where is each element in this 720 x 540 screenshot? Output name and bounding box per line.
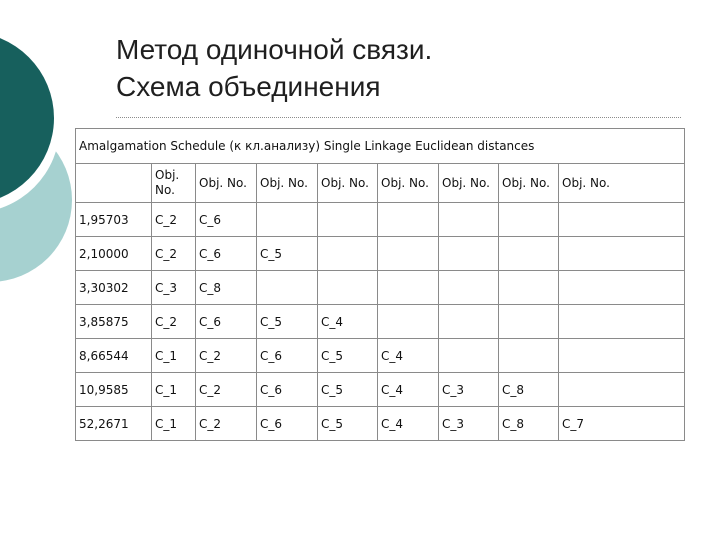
object-cell	[559, 373, 685, 407]
object-cell	[559, 271, 685, 305]
object-cell	[439, 271, 499, 305]
object-cell	[439, 305, 499, 339]
object-cell	[499, 203, 559, 237]
object-cell: C_6	[257, 339, 318, 373]
header-cell: Obj. No.	[196, 164, 257, 203]
table-row	[76, 305, 685, 339]
object-cell	[257, 271, 318, 305]
distance-cell: 1,95703	[76, 203, 152, 237]
title-divider	[116, 117, 681, 118]
object-cell: C_6	[257, 373, 318, 407]
object-cell	[378, 203, 439, 237]
object-cell: C_6	[196, 305, 257, 339]
table-row	[76, 203, 685, 237]
slide-title-line-1: Метод одиночной связи.	[116, 34, 433, 65]
object-cell: C_6	[196, 203, 257, 237]
object-cell	[378, 271, 439, 305]
table-row	[76, 271, 685, 305]
object-cell: C_3	[439, 373, 499, 407]
object-cell: C_8	[499, 407, 559, 441]
object-cell: C_1	[152, 373, 196, 407]
object-cell: C_5	[257, 237, 318, 271]
header-cell: Obj. No.	[499, 164, 559, 203]
object-cell: C_4	[378, 339, 439, 373]
object-cell	[439, 203, 499, 237]
table-row	[76, 339, 685, 373]
object-cell: C_6	[196, 237, 257, 271]
object-cell	[318, 203, 378, 237]
object-cell: C_8	[196, 271, 257, 305]
slide-title-line-2: Схема объединения	[116, 71, 381, 102]
object-cell: C_8	[499, 373, 559, 407]
object-cell: C_3	[152, 271, 196, 305]
distance-cell: 52,2671	[76, 407, 152, 441]
object-cell: C_2	[152, 237, 196, 271]
object-cell: C_2	[152, 305, 196, 339]
slide-title	[116, 31, 676, 105]
header-cell: Obj. No.	[318, 164, 378, 203]
object-cell: C_5	[318, 339, 378, 373]
object-cell	[378, 237, 439, 271]
table-row	[76, 237, 685, 271]
header-cell: Obj. No.	[378, 164, 439, 203]
header-cell: Obj. No.	[257, 164, 318, 203]
distance-cell: 3,85875	[76, 305, 152, 339]
object-cell	[499, 271, 559, 305]
distance-cell: 2,10000	[76, 237, 152, 271]
object-cell: C_5	[318, 407, 378, 441]
object-cell: C_4	[318, 305, 378, 339]
object-cell: C_2	[196, 407, 257, 441]
object-cell	[499, 237, 559, 271]
object-cell	[378, 305, 439, 339]
object-cell: C_2	[152, 203, 196, 237]
header-cell: Obj. No.	[439, 164, 499, 203]
object-cell	[499, 339, 559, 373]
object-cell	[318, 271, 378, 305]
object-cell	[257, 203, 318, 237]
object-cell: C_1	[152, 407, 196, 441]
object-cell: C_6	[257, 407, 318, 441]
object-cell	[439, 237, 499, 271]
object-cell: C_4	[378, 407, 439, 441]
object-cell: C_2	[196, 373, 257, 407]
object-cell: C_5	[257, 305, 318, 339]
object-cell: C_4	[378, 373, 439, 407]
table-row	[76, 407, 685, 441]
header-cell: Obj. No.	[152, 164, 196, 203]
object-cell: C_7	[559, 407, 685, 441]
amalgamation-schedule-table	[75, 128, 685, 441]
distance-cell: 10,9585	[76, 373, 152, 407]
object-cell	[559, 203, 685, 237]
object-cell: C_2	[196, 339, 257, 373]
object-cell	[318, 237, 378, 271]
object-cell	[559, 305, 685, 339]
object-cell	[559, 339, 685, 373]
object-cell	[559, 237, 685, 271]
object-cell: C_5	[318, 373, 378, 407]
object-cell: C_3	[439, 407, 499, 441]
object-cell: C_1	[152, 339, 196, 373]
table-header-row	[76, 164, 685, 203]
object-cell	[499, 305, 559, 339]
object-cell	[439, 339, 499, 373]
header-cell	[76, 164, 152, 203]
distance-cell: 3,30302	[76, 271, 152, 305]
distance-cell: 8,66544	[76, 339, 152, 373]
amalgamation-table-container	[75, 128, 684, 441]
table-row	[76, 373, 685, 407]
table-caption: Amalgamation Schedule (к кл.анализу) Single Linkage Euclidean distances	[76, 129, 685, 164]
header-cell: Obj. No.	[559, 164, 685, 203]
